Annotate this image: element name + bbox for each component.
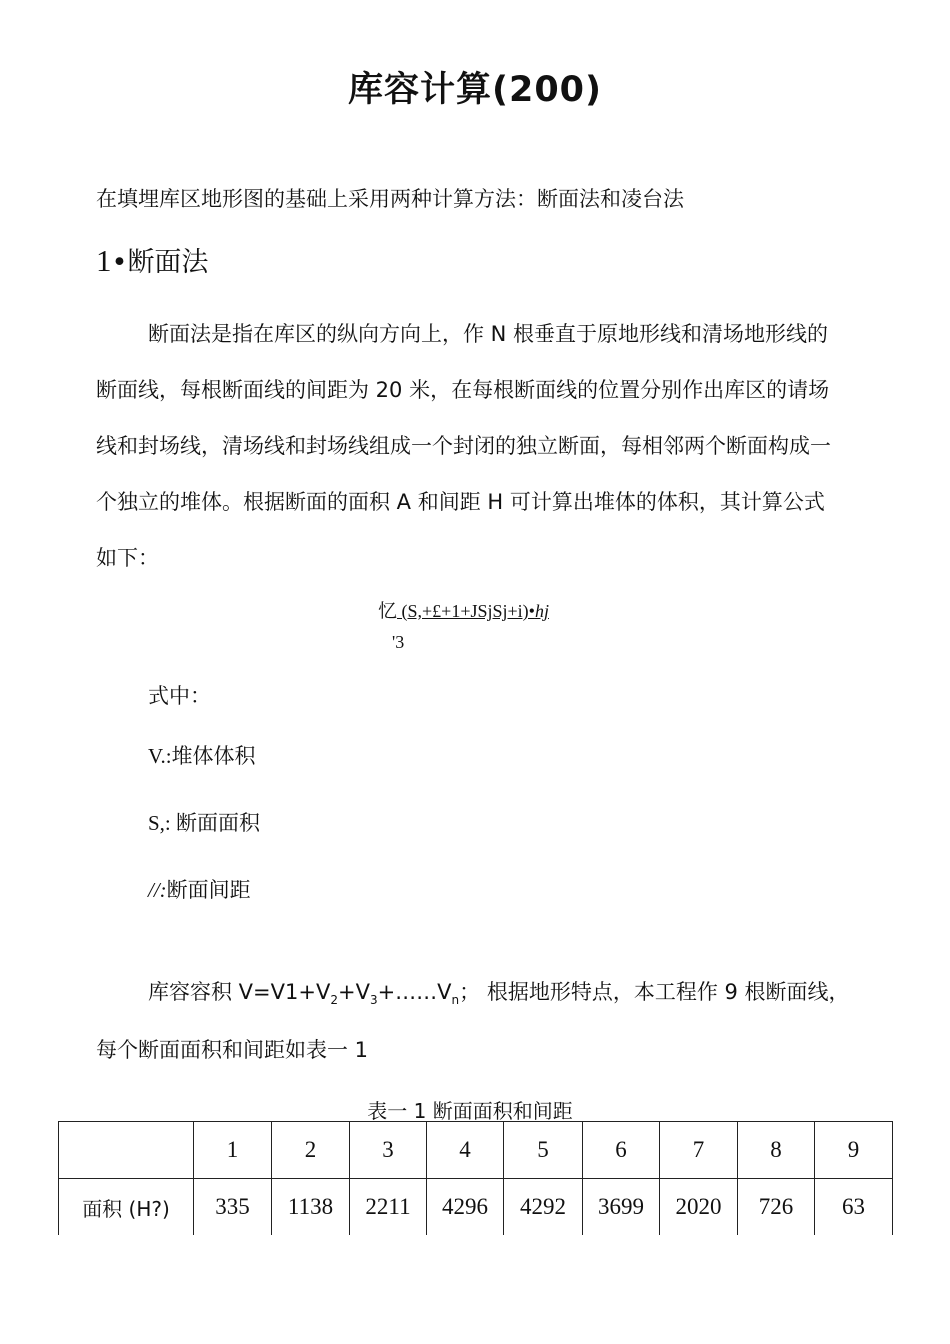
def-text: 断面间距 xyxy=(166,878,251,902)
para1-line1: 断面法是指在库区的纵向方向上，作 N 根垂直于原地形线和清场地形线的 xyxy=(148,322,829,346)
def-text: 堆体体积 xyxy=(171,744,256,768)
volume-formula xyxy=(378,596,549,652)
para2-line2: 每个断面面积和间距如表一 1 xyxy=(96,1038,369,1062)
table-cell: 1138 xyxy=(272,1179,350,1236)
formula-denominator: '3 xyxy=(392,632,405,652)
def-text: 断面面积 xyxy=(176,811,261,835)
table-cell: 3699 xyxy=(583,1179,660,1236)
header-cell: 9 xyxy=(815,1122,893,1179)
header-cell: 7 xyxy=(660,1122,738,1179)
para2-text: +……V xyxy=(377,980,452,1004)
table-cell: 4292 xyxy=(504,1179,583,1236)
def-symbol: //: xyxy=(148,878,167,902)
para2-line1 xyxy=(148,976,850,1007)
table-row xyxy=(59,1179,893,1236)
formula-tail: hj xyxy=(534,601,549,621)
table-cell: 2211 xyxy=(350,1179,427,1236)
para2-sub: 2 xyxy=(330,993,338,1008)
formula-lhs: 忆 xyxy=(378,600,398,622)
table-header-row xyxy=(59,1122,893,1179)
def-volume xyxy=(148,740,256,770)
header-cell: 2 xyxy=(272,1122,350,1179)
para2-text: 库容容积 V=V1+V xyxy=(148,980,331,1004)
header-cell xyxy=(59,1122,194,1179)
table-cell: 2020 xyxy=(660,1179,738,1236)
section-table xyxy=(58,1121,893,1235)
table-caption: 表一 1 断面面积和间距 xyxy=(367,1099,573,1123)
def-symbol: V.: xyxy=(148,744,172,768)
para2-text: ； 根据地形特点，本工程作 9 根断面线， xyxy=(459,980,850,1004)
para1-line4: 个独立的堆体。根据断面的面积 A 和间距 H 可计算出堆体的体积，其计算公式 xyxy=(96,490,825,514)
section-number: 1 xyxy=(96,243,112,278)
header-cell: 1 xyxy=(194,1122,272,1179)
table-cell: 335 xyxy=(194,1179,272,1236)
section-label: 断面法 xyxy=(127,247,209,278)
para2-sub: 3 xyxy=(369,993,378,1008)
para2-sub: n xyxy=(451,993,460,1008)
para1-line3: 线和封场线，清场线和封场线组成一个封闭的独立断面，每相邻两个断面构成一 xyxy=(96,434,831,458)
header-cell: 5 xyxy=(504,1122,583,1179)
where-label: 式中： xyxy=(148,684,211,708)
header-cell: 8 xyxy=(738,1122,815,1179)
header-cell: 6 xyxy=(583,1122,660,1179)
header-cell: 3 xyxy=(350,1122,427,1179)
row-label: 面积 (H?) xyxy=(59,1179,194,1236)
def-symbol: S,: xyxy=(148,811,177,835)
table-cell: 63 xyxy=(815,1179,893,1236)
header-cell: 4 xyxy=(427,1122,504,1179)
table-cell: 726 xyxy=(738,1179,815,1236)
table-cell: 4296 xyxy=(427,1179,504,1236)
para2-text: +V xyxy=(337,980,370,1004)
def-area xyxy=(148,807,260,837)
section-separator: • xyxy=(111,247,128,278)
para1-line2: 断面线，每根断面线的间距为 20 米，在每根断面线的位置分别作出库区的请场 xyxy=(96,378,830,402)
intro-text: 在填埋库区地形图的基础上采用两种计算方法：断面法和凌台法 xyxy=(96,187,684,211)
def-spacing xyxy=(148,874,251,904)
section-heading xyxy=(96,240,208,279)
para1-line5: 如下： xyxy=(96,546,159,570)
page-title: 库容计算(200) xyxy=(347,70,603,110)
formula-numerator: (S,+£+1+JSjSj+i)• xyxy=(397,601,535,621)
